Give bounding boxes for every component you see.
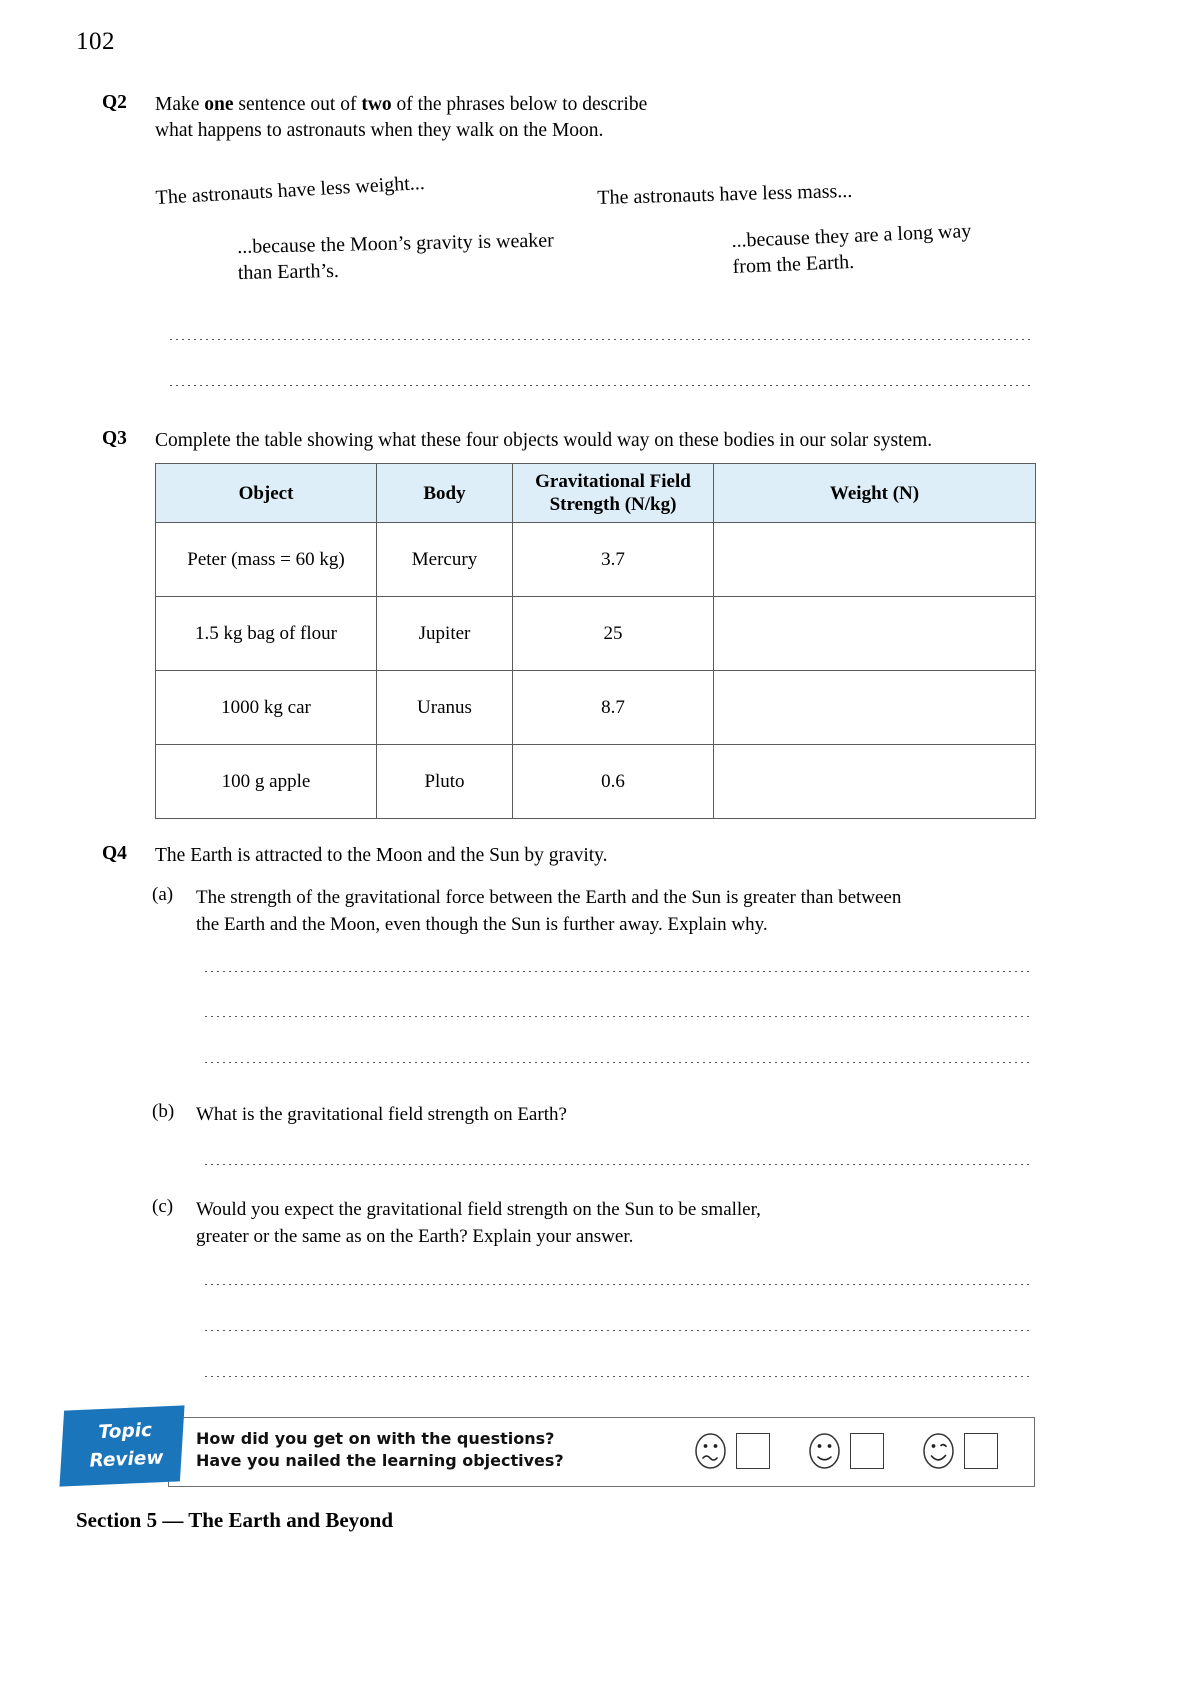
cell-body: Mercury <box>377 523 513 597</box>
rating-option-2[interactable] <box>808 1432 884 1470</box>
subquestion-c-line1: Would you expect the gravitational field strength on the Sun to be smaller, <box>196 1199 761 1220</box>
table-header-row <box>156 464 1036 523</box>
phrase-4-line-1: ...because they are a long way <box>731 219 972 252</box>
gravity-table-wrapper <box>155 463 1031 819</box>
topic-review-tab-line2: Review <box>89 1447 164 1472</box>
rating-option-1[interactable] <box>694 1432 770 1470</box>
topic-review-tab-line1: Topic <box>98 1419 153 1444</box>
rating-checkbox-2[interactable] <box>850 1433 884 1469</box>
phrase-option-4 <box>731 218 973 280</box>
answer-line-q4b-1[interactable] <box>203 1161 1031 1165</box>
table-body <box>156 523 1036 819</box>
slight-smile-face-icon <box>808 1432 841 1470</box>
q2-text-part-1: Make <box>155 94 205 115</box>
question-label-q3: Q3 <box>102 428 127 449</box>
subquestion-c-line2: greater or the same as on the Earth? Explain your answer. <box>196 1226 634 1247</box>
topic-review-prompt-line2: Have you nailed the learning objectives? <box>196 1451 564 1470</box>
subquestion-text-c <box>196 1196 1036 1250</box>
answer-line-q4a-1[interactable] <box>203 968 1031 972</box>
subquestion-text-b: What is the gravitational field strength on Earth? <box>196 1104 567 1125</box>
page-number: 102 <box>76 28 115 55</box>
cell-object: Peter (mass = 60 kg) <box>156 523 377 597</box>
question-text-q2 <box>155 92 755 144</box>
cell-body: Pluto <box>377 745 513 819</box>
phrase-3-line-2: than Earth’s. <box>237 259 340 284</box>
rating-checkbox-3[interactable] <box>964 1433 998 1469</box>
cell-object: 1.5 kg bag of flour <box>156 597 377 671</box>
table-row <box>156 523 1036 597</box>
cell-gfs: 0.6 <box>513 745 714 819</box>
topic-review-prompt-line1: How did you get on with the questions? <box>196 1429 555 1448</box>
subquestion-a-line1: The strength of the gravitational force between the Earth and the Sun is greater than between <box>196 887 902 908</box>
table-head <box>156 464 1036 523</box>
table-header-weight: Weight (N) <box>714 464 1036 523</box>
neutral-wavy-face-icon <box>694 1432 727 1470</box>
subquestion-a-line2: the Earth and the Moon, even though the Sun is further away. Explain why. <box>196 914 768 935</box>
phrase-option-1: The astronauts have less weight... <box>155 171 426 209</box>
table-header-gfs <box>513 464 714 523</box>
cell-weight-input[interactable] <box>714 523 1036 597</box>
answer-line-q2-1[interactable] <box>168 336 1031 340</box>
q2-text-part-3: of the phrases below to describe <box>391 94 648 115</box>
q2-bold-two: two <box>361 94 392 115</box>
question-text-q4: The Earth is attracted to the Moon and the Sun by gravity. <box>155 845 608 866</box>
cell-weight-input[interactable] <box>714 671 1036 745</box>
phrase-4-line-2: from the Earth. <box>732 250 855 278</box>
table-header-body: Body <box>377 464 513 523</box>
topic-review-prompt <box>196 1428 564 1472</box>
section-footer: Section 5 — The Earth and Beyond <box>76 1508 393 1532</box>
phrase-option-2: The astronauts have less mass... <box>597 179 853 209</box>
subquestion-label-a: (a) <box>152 884 174 905</box>
q2-bold-one: one <box>204 94 234 115</box>
rating-checkbox-1[interactable] <box>736 1433 770 1469</box>
q2-text-part-2: sentence out of <box>233 94 362 115</box>
answer-line-q4a-3[interactable] <box>203 1059 1031 1063</box>
answer-line-q4c-3[interactable] <box>203 1373 1031 1377</box>
table-row <box>156 671 1036 745</box>
table-header-gfs-line2: Strength (N/kg) <box>549 494 677 515</box>
phrase-3-line-1: ...because the Moon’s gravity is weaker <box>237 229 555 258</box>
subquestion-label-b: (b) <box>152 1101 175 1122</box>
rating-option-3[interactable] <box>922 1432 998 1470</box>
q2-text-line2: what happens to astronauts when they walk on the Moon. <box>155 120 604 141</box>
gravity-table <box>155 463 1036 819</box>
cell-body: Uranus <box>377 671 513 745</box>
question-text-q3: Complete the table showing what these four objects would way on these bodies in our solar system. <box>155 430 933 451</box>
phrase-option-3 <box>237 227 555 286</box>
cell-weight-input[interactable] <box>714 597 1036 671</box>
subquestion-text-a <box>196 884 1036 938</box>
subquestion-label-c: (c) <box>152 1196 174 1217</box>
answer-line-q4c-2[interactable] <box>203 1327 1031 1331</box>
cell-weight-input[interactable] <box>714 745 1036 819</box>
table-row <box>156 745 1036 819</box>
cell-gfs: 8.7 <box>513 671 714 745</box>
table-header-object: Object <box>156 464 377 523</box>
happy-smile-face-icon <box>922 1432 955 1470</box>
cell-body: Jupiter <box>377 597 513 671</box>
table-header-gfs-line1: Gravitational Field <box>535 471 691 492</box>
question-label-q2: Q2 <box>102 92 127 113</box>
cell-gfs: 25 <box>513 597 714 671</box>
cell-object: 100 g apple <box>156 745 377 819</box>
cell-gfs: 3.7 <box>513 523 714 597</box>
answer-line-q4c-1[interactable] <box>203 1281 1031 1285</box>
answer-line-q2-2[interactable] <box>168 382 1031 386</box>
topic-review-tab-label <box>69 1416 184 1481</box>
answer-line-q4a-2[interactable] <box>203 1013 1031 1017</box>
cell-object: 1000 kg car <box>156 671 377 745</box>
table-row <box>156 597 1036 671</box>
question-label-q4: Q4 <box>102 843 127 864</box>
